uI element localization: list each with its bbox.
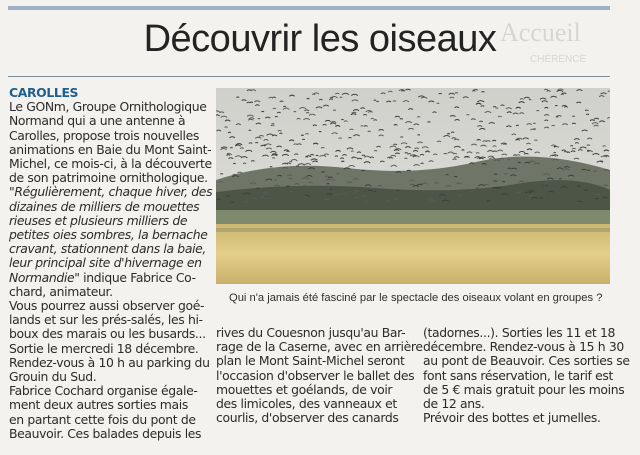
bird-shape (417, 135, 420, 136)
article-column-3 (423, 325, 630, 426)
bird-shape (493, 107, 496, 108)
bird-shape (361, 126, 364, 127)
text-line: Carolles, propose trois nouvelles (9, 127, 199, 143)
text-line: des limicoles, des vanneaux et (216, 396, 397, 412)
bird-shape (250, 102, 253, 103)
text-line: de son patrimoine ornithologique. (9, 170, 208, 186)
bird-shape (400, 137, 403, 138)
bird-shape (333, 110, 336, 111)
bird-shape (305, 157, 308, 158)
bird-shape (447, 134, 450, 135)
bird-shape (476, 188, 479, 189)
bird-shape (327, 184, 330, 185)
text-line: chard, animateur. (9, 283, 113, 299)
bird-shape (554, 146, 557, 147)
bird-shape (287, 151, 290, 152)
quote-text: cravant, stationnent dans la baie, (9, 241, 207, 257)
bird-shape (230, 148, 233, 149)
text-line: font sans réservation, le tarif est (423, 367, 614, 383)
text-line: Rendez-vous à 10 h au parking du (9, 354, 210, 370)
text-line: décembre. Rendez-vous à 15 h 30 (423, 339, 624, 355)
text-line: Vous pourrez aussi observer goé- (9, 298, 205, 314)
quote-paragraph (9, 184, 213, 285)
article-column-2 (216, 325, 423, 426)
text-line: boux des marais ou les busards... (9, 326, 206, 342)
bird-shape (516, 125, 519, 126)
bird-shape (586, 114, 589, 115)
text-line: Grouin du Sud. (9, 369, 97, 385)
bird-shape (400, 119, 403, 120)
bird-shape (508, 168, 511, 169)
text-line: l'occasion d'observer le ballet des (216, 367, 415, 383)
bird-shape (405, 158, 408, 159)
bird-shape (437, 103, 440, 104)
bird-shape (330, 189, 333, 190)
quote-line (9, 271, 209, 285)
text-line: Le GONm, Groupe Ornithologique (9, 99, 207, 115)
text-line: de 5 € mais gratuit pour les moins (423, 381, 625, 397)
text-line: animations en Baie du Mont Saint- (9, 141, 212, 157)
bird-flock-photo (216, 88, 610, 284)
bird-shape (279, 133, 282, 134)
bird-shape (302, 139, 305, 140)
quote-line (9, 214, 209, 228)
text-line: rives du Couesnon jusqu'au Bar- (216, 325, 406, 340)
bird-shape (394, 199, 397, 200)
bird-shape (587, 170, 590, 171)
bird-shape (283, 106, 286, 107)
bird-shape (228, 132, 231, 133)
bird-shape (236, 97, 239, 98)
bird-shape (451, 132, 454, 133)
bleed-heading: Accueil (500, 18, 581, 47)
quote-text: "Régulièrement, chaque hiver, des (9, 184, 213, 200)
bird-shape (572, 116, 575, 117)
bird-shape (301, 135, 304, 136)
bird-shape (261, 111, 264, 112)
quote-line (9, 256, 209, 270)
bird-shape (470, 191, 473, 192)
bird-shape (374, 191, 377, 192)
bird-shape (502, 182, 505, 183)
bird-shape (455, 93, 458, 94)
bird-shape (340, 97, 343, 98)
bird-shape (272, 158, 275, 159)
bird-shape (275, 116, 278, 117)
bird-shape (504, 174, 507, 175)
bird-shape (376, 101, 379, 102)
bird-shape (316, 155, 319, 156)
text-line: plan le Mont Saint-Michel seront (216, 353, 405, 369)
bird-shape (255, 142, 258, 143)
quote-line (9, 228, 209, 242)
text-line: (tadornes...). Sorties les 11 et 18 (423, 325, 616, 340)
bleed-subheading: CHÉRENCE (530, 54, 587, 65)
quote-line (9, 184, 213, 200)
bird-shape (351, 151, 354, 152)
quote-attribution: indique Fabrice Co- (79, 269, 196, 285)
bird-shape (487, 201, 490, 202)
text-line: Prévoir des bottes et jumelles. (423, 410, 601, 426)
bird-shape (289, 162, 292, 163)
text-line: Michel, ce mois-ci, à la découverte (9, 156, 212, 172)
body-paragraph (9, 285, 209, 441)
bird-shape (335, 156, 338, 157)
text-line: au pont de Beauvoir. Ces sorties se (423, 353, 630, 369)
bird-shape (421, 163, 424, 164)
bird-shape (243, 163, 246, 164)
bird-shape (337, 173, 340, 174)
bird-shape (332, 180, 335, 181)
article-column-1 (9, 85, 213, 441)
bird-shape (534, 140, 537, 141)
article-photo (216, 88, 610, 284)
bird-shape (405, 153, 408, 154)
text-line: courlis, d'observer des canards (216, 410, 399, 426)
quote-line (9, 200, 209, 214)
quote-text: petites oies sombres, la bernache (9, 227, 208, 243)
top-rule (8, 6, 610, 10)
bird-shape (274, 180, 277, 181)
text-line: Normand qui a une antenne à (9, 113, 186, 129)
bird-shape (494, 174, 497, 175)
text-line: Fabrice Cochard organise égale- (9, 383, 198, 399)
bird-shape (265, 194, 268, 195)
page-title: Découvrir les oiseaux (143, 18, 497, 60)
text-line: mouettes et goélands, de voir (216, 381, 393, 397)
text-line: de 12 ans. (423, 396, 485, 412)
quote-text: dizaines de milliers de mouettes (9, 198, 200, 214)
quote-text: leur principal site d'hivernage en (9, 255, 202, 271)
quote-text: rieuses et plusieurs milliers de (9, 212, 188, 228)
quote-text: Normandie" (9, 269, 80, 285)
bird-shape (570, 146, 573, 147)
bird-shape (466, 115, 469, 116)
bird-shape (540, 198, 543, 199)
bird-shape (353, 193, 356, 194)
bird-shape (387, 200, 390, 201)
bird-shape (397, 190, 400, 191)
bird-shape (446, 174, 449, 175)
bird-shape (307, 98, 310, 99)
text-line: en partant cette fois du pont de (9, 411, 196, 427)
text-line: rage de la Caserne, avec en arrière (216, 339, 423, 355)
photo-caption: Qui n'a jamais été fasciné par le spectacle des oiseaux volant en groupes ? (229, 292, 603, 304)
location-kicker: CAROLLES (9, 85, 79, 100)
bird-shape (296, 166, 299, 167)
quote-line (9, 242, 209, 256)
bird-shape (220, 174, 223, 175)
text-line: lands et sur les prés-salés, les hi- (9, 312, 203, 328)
text-line: Sortie le mercredi 18 décembre. (9, 340, 199, 356)
intro-paragraph (9, 99, 212, 186)
bird-shape (561, 94, 564, 95)
bird-shape (536, 110, 539, 111)
headline-divider (8, 76, 610, 77)
text-line: Beauvoir. Ces balades depuis les (9, 425, 202, 441)
bird-shape (371, 118, 374, 119)
bird-shape (368, 131, 371, 132)
text-line: ment deux autres sorties mais (9, 397, 188, 413)
bird-shape (462, 150, 465, 151)
